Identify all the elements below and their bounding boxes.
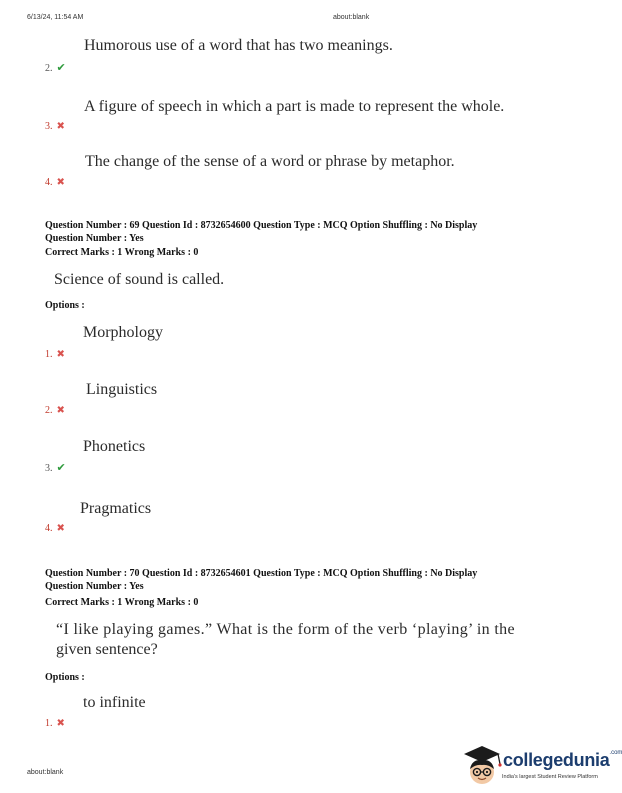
option-number: 2. <box>45 63 53 74</box>
q69-option-4-marker <box>45 518 65 536</box>
q70-meta-line3: Correct Marks : 1 Wrong Marks : 0 <box>45 597 199 608</box>
check-icon: ✔ <box>56 61 66 74</box>
prev-option-3-marker <box>45 116 65 134</box>
collegedunia-logo <box>503 750 622 771</box>
q70-options-label: Options : <box>45 672 85 683</box>
q70-option-1-marker <box>45 713 65 731</box>
q69-option-1-marker <box>45 344 65 362</box>
q70-question-line2: given sentence? <box>56 641 158 658</box>
prev-option-3-text: A figure of speech in which a part is made to represent the whole. <box>84 98 505 115</box>
prev-option-2-marker <box>45 58 66 76</box>
print-datetime: 6/13/24, 11:54 AM <box>27 14 84 21</box>
q69-option-2-text: Linguistics <box>86 381 158 398</box>
cross-icon: ✖ <box>56 405 65 416</box>
print-footer-url: about:blank <box>27 769 64 776</box>
logo-suffix: .com <box>609 750 622 756</box>
cross-icon: ✖ <box>56 349 65 360</box>
cross-icon: ✖ <box>56 718 65 729</box>
prev-option-4-marker <box>45 172 65 190</box>
q69-options-label: Options : <box>45 300 85 311</box>
q69-option-2-marker <box>45 400 65 418</box>
option-number: 3. <box>45 121 53 132</box>
q69-option-3-text: Phonetics <box>83 438 146 455</box>
cross-icon: ✖ <box>56 121 65 132</box>
print-page-title: about:blank <box>333 14 370 21</box>
q70-option-1-text: to infinite <box>83 694 146 711</box>
q69-option-3-marker <box>45 458 66 476</box>
q69-meta-line2: Question Number : Yes <box>45 233 144 244</box>
logo-tagline: India's largest Student Review Platform <box>502 774 598 780</box>
q69-option-1-text: Morphology <box>83 324 163 341</box>
q69-meta-line1: Question Number : 69 Question Id : 8732654600 Question Type : MCQ Option Shuffling : No Display <box>45 220 478 231</box>
option-number: 2. <box>45 405 53 416</box>
logo-name: collegedunia <box>503 750 610 770</box>
option-number: 4. <box>45 177 53 188</box>
option-number: 1. <box>45 718 53 729</box>
q70-question-line1: “I like playing games.” What is the form of the verb ‘playing’ in the <box>56 621 515 638</box>
check-icon: ✔ <box>56 461 66 474</box>
q70-meta-line2: Question Number : Yes <box>45 581 144 592</box>
q69-option-4-text: Pragmatics <box>80 500 152 517</box>
q70-meta-line1: Question Number : 70 Question Id : 8732654601 Question Type : MCQ Option Shuffling : No Display <box>45 568 478 579</box>
cross-icon: ✖ <box>56 177 65 188</box>
option-number: 1. <box>45 349 53 360</box>
option-number: 3. <box>45 463 53 474</box>
q69-meta-line3: Correct Marks : 1 Wrong Marks : 0 <box>45 247 199 258</box>
option-number: 4. <box>45 523 53 534</box>
prev-option-2-text: Humorous use of a word that has two meanings. <box>84 37 393 54</box>
prev-option-4-text: The change of the sense of a word or phrase by metaphor. <box>85 153 455 170</box>
collegedunia-mascot-icon <box>458 742 504 788</box>
cross-icon: ✖ <box>56 523 65 534</box>
q69-question-text: Science of sound is called. <box>54 271 225 288</box>
